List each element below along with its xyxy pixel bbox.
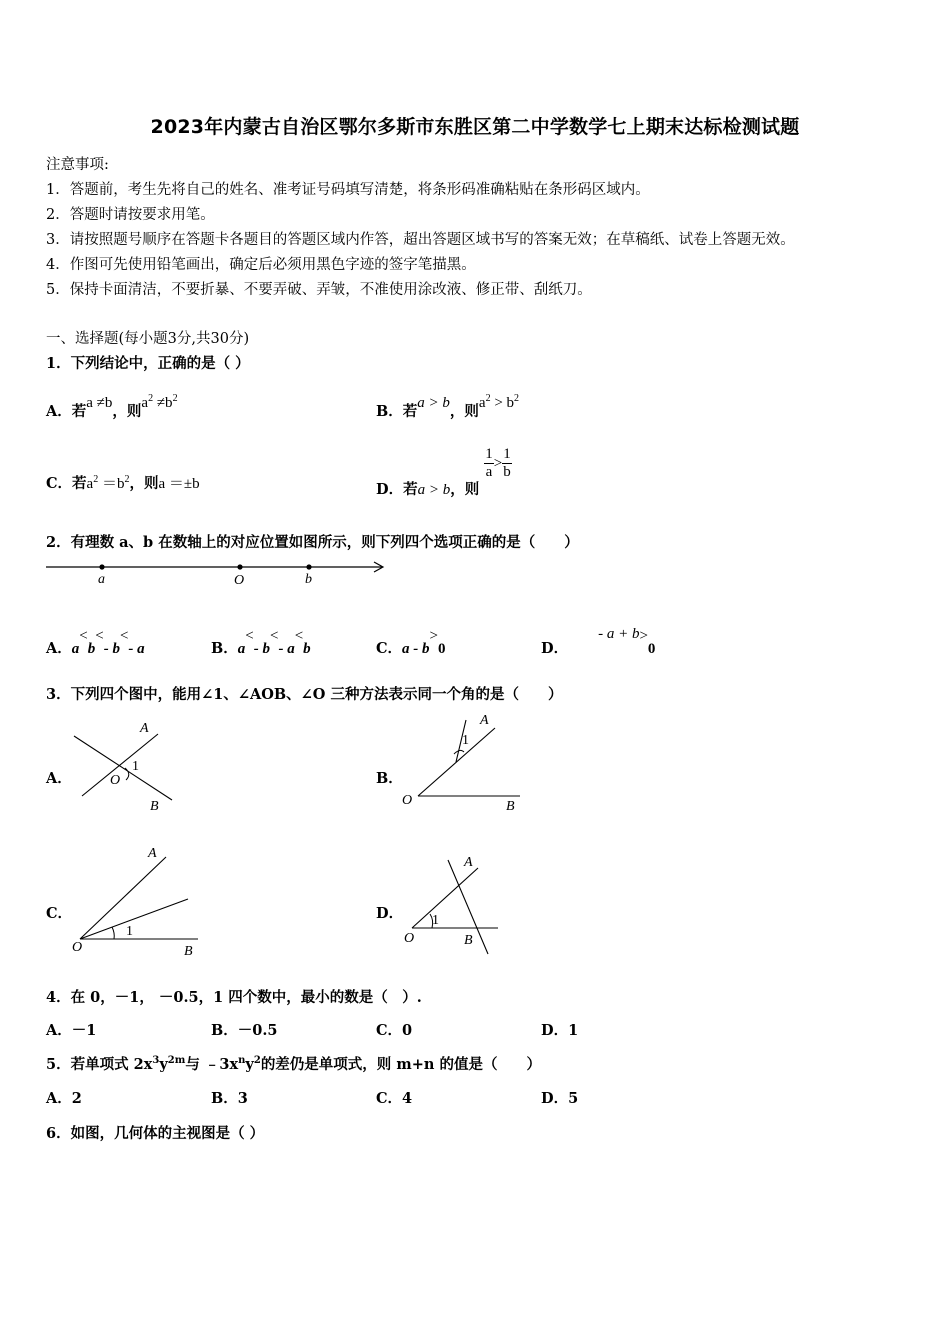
q2-b-r2: <	[269, 628, 279, 644]
point-a	[99, 564, 104, 569]
q1-a-res-text: ≠b	[156, 395, 173, 411]
q5-stem-b: 与 ﹣3x	[185, 1056, 239, 1073]
q2-d-r1: >	[639, 628, 648, 644]
q1-d-den-1: a	[485, 464, 493, 480]
pt-a: A	[480, 713, 489, 728]
section-heading: 一、选择题(每小题3分,共30分)	[46, 331, 250, 347]
q1-b-res: $a^2 > b^2$	[478, 393, 520, 411]
notice-item-2: 2．答题时请按要求用笔。	[46, 207, 215, 223]
q2-option-b	[211, 626, 311, 656]
pt-b: B	[184, 944, 193, 958]
label-o: O	[234, 573, 245, 588]
q1-d-num-1: 1	[485, 446, 493, 462]
pt-b: B	[464, 933, 473, 948]
q2-c-r1: >	[429, 628, 439, 644]
q2-a-e4: - a	[128, 641, 145, 657]
pt-o: O	[402, 793, 413, 808]
pt-1: 1	[462, 733, 469, 748]
q3-figure-b	[400, 708, 530, 816]
q2-d-e1: - a + b	[598, 626, 640, 642]
pt-o: O	[404, 931, 415, 946]
q2-stem: 2．有理数 a、b 在数轴上的对应位置如图所示，则下列四个选项正确的是（ ）	[46, 534, 579, 551]
q5-option-d: D．5	[541, 1090, 579, 1107]
q1-option-c	[46, 472, 200, 493]
q5-stem-c: 的差仍是单项式，则 m+n 的值是（ ）	[260, 1056, 541, 1073]
q5-stem-a: 5．若单项式 2x	[46, 1056, 153, 1073]
q2-b-r1: <	[245, 628, 254, 644]
q1-a-label: A．若	[46, 403, 87, 420]
q2-d-label: D．	[541, 640, 569, 657]
q2-option-d	[541, 626, 655, 656]
pt-b: B	[506, 799, 515, 814]
q3-stem: 3．下列四个图中，能用∠1、∠AOB、∠O 三种方法表示同一个角的是（ ）	[46, 686, 563, 703]
q1-c-cond: $a^2 =b^2$	[86, 474, 130, 492]
q2-b-r3: <	[294, 628, 304, 644]
q1-b-res-text: > b	[494, 395, 515, 411]
q2-c-e2: 0	[438, 641, 446, 657]
q3-label-c: C．	[46, 905, 73, 922]
q1-c-cond-text: ＝b	[101, 476, 125, 492]
q2-b-e1: a	[237, 641, 246, 657]
q4-option-c: C．0	[376, 1022, 413, 1039]
q2-b-e2: - b	[253, 641, 270, 657]
q2-a-label: A．	[46, 640, 72, 657]
q2-option-c	[376, 626, 446, 656]
q1-c-mid: ，则	[129, 475, 159, 492]
pt-a: A	[148, 846, 157, 861]
q1-a-res: $a^2 \ne b^2$	[141, 393, 178, 411]
q2-b-e3: - a	[278, 641, 295, 657]
arc-1	[112, 927, 114, 939]
q1-d-den-2: b	[503, 464, 511, 480]
q5-stem: 5．若单项式 $2x^3y^{2m}$与 $﹣3x^ny^2$的差仍是单项式，则 m+n 的值是（ ）	[46, 1055, 541, 1073]
q1-d-gt: >	[493, 455, 503, 472]
q1-d-frac-1	[484, 446, 494, 481]
q2-a-e3: - b	[103, 641, 120, 657]
q1-a-cond: a ≠b	[86, 395, 113, 411]
q1-option-b	[376, 393, 520, 421]
q1-a-mid: ，则	[112, 403, 142, 420]
q1-stem: 1．下列结论中，正确的是（ ）	[46, 355, 250, 372]
pt-1: 1	[126, 924, 133, 939]
q2-c-label: C．	[376, 640, 403, 657]
q3-figure-a	[70, 716, 180, 816]
q5-option-c: C．4	[376, 1090, 413, 1107]
q3-figure-d	[400, 850, 510, 958]
q2-a-r1: <	[79, 628, 88, 644]
q1-d-cond: a > b	[417, 481, 451, 498]
q1-option-d	[376, 446, 512, 498]
pt-1: 1	[432, 913, 439, 928]
ray-oa	[80, 857, 166, 939]
point-o	[237, 564, 242, 569]
pt-a: A	[464, 855, 473, 870]
pt-1: 1	[132, 759, 139, 774]
ray-middle	[80, 899, 188, 939]
q1-d-num-2: 1	[503, 446, 511, 462]
q1-c-label: C．若	[46, 475, 87, 492]
q2-c-e1: a - b	[402, 641, 430, 657]
q1-d-label: D．若	[376, 480, 418, 498]
arc-1	[454, 750, 464, 754]
line-oa	[412, 868, 478, 928]
q3-label-a: A．	[46, 770, 72, 787]
q4-stem: 4．在 0，－1， －0.5，1 四个数中，最小的数是（ ）.	[46, 989, 422, 1006]
q2-a-r2: <	[95, 628, 104, 644]
notice-item-5: 5．保持卡面清洁，不要折暴、不要弄破、弄皱，不准使用涂改液、修正带、刮纸刀。	[46, 282, 592, 298]
pt-a: A	[140, 721, 149, 736]
q1-c-res: a ＝±b	[158, 476, 200, 492]
label-b: b	[305, 572, 312, 587]
notice-heading: 注意事项:	[46, 157, 109, 173]
notice-item-3: 3．请按照题号顺序在答题卡各题目的答题区域内作答，超出答题区域书写的答案无效；在草稿纸、试卷上答题无效。	[46, 232, 795, 248]
q4-option-d: D．1	[541, 1022, 579, 1039]
pt-b: B	[150, 799, 159, 814]
q2-a-e2: b	[87, 641, 96, 657]
q6-stem: 6．如图，几何体的主视图是（ ）	[46, 1125, 265, 1142]
q3-label-b: B．	[376, 770, 403, 787]
q5-option-a: A．2	[46, 1090, 82, 1107]
notice-item-4: 4．作图可先使用铅笔画出，确定后必须用黑色字迹的签字笔描黑。	[46, 257, 476, 273]
q3-figure-c	[70, 843, 210, 958]
q2-b-label: B．	[211, 640, 238, 657]
page-title: 2023年内蒙古自治区鄂尔多斯市东胜区第二中学数学七上期末达标检测试题	[150, 116, 800, 138]
q4-option-b: B．－0.5	[211, 1022, 278, 1039]
q4-option-a: A．－1	[46, 1022, 97, 1039]
q3-label-d: D．	[376, 905, 404, 922]
q2-option-a	[46, 626, 145, 656]
q2-a-r3: <	[119, 628, 129, 644]
q1-b-cond: a > b	[417, 395, 450, 411]
notice-item-1: 1．答题前，考生先将自己的姓名、准考证号码填写清楚，将条形码准确粘贴在条形码区域内。	[46, 182, 650, 198]
q1-d-frac-2	[502, 446, 512, 481]
label-a: a	[98, 572, 105, 587]
q1-d-mid: ，则	[450, 480, 480, 498]
pt-o: O	[110, 773, 121, 788]
q2-a-e1: a	[71, 641, 80, 657]
q1-b-mid: ，则	[449, 403, 479, 420]
q5-option-b: B．3	[211, 1090, 248, 1107]
q2-d-e2: 0	[647, 641, 656, 657]
q1-b-label: B．若	[376, 403, 418, 420]
q1-option-a	[46, 393, 178, 421]
q2-number-line	[40, 556, 400, 590]
pt-o: O	[72, 940, 83, 955]
q2-b-e4: b	[303, 641, 311, 657]
point-b	[306, 564, 311, 569]
